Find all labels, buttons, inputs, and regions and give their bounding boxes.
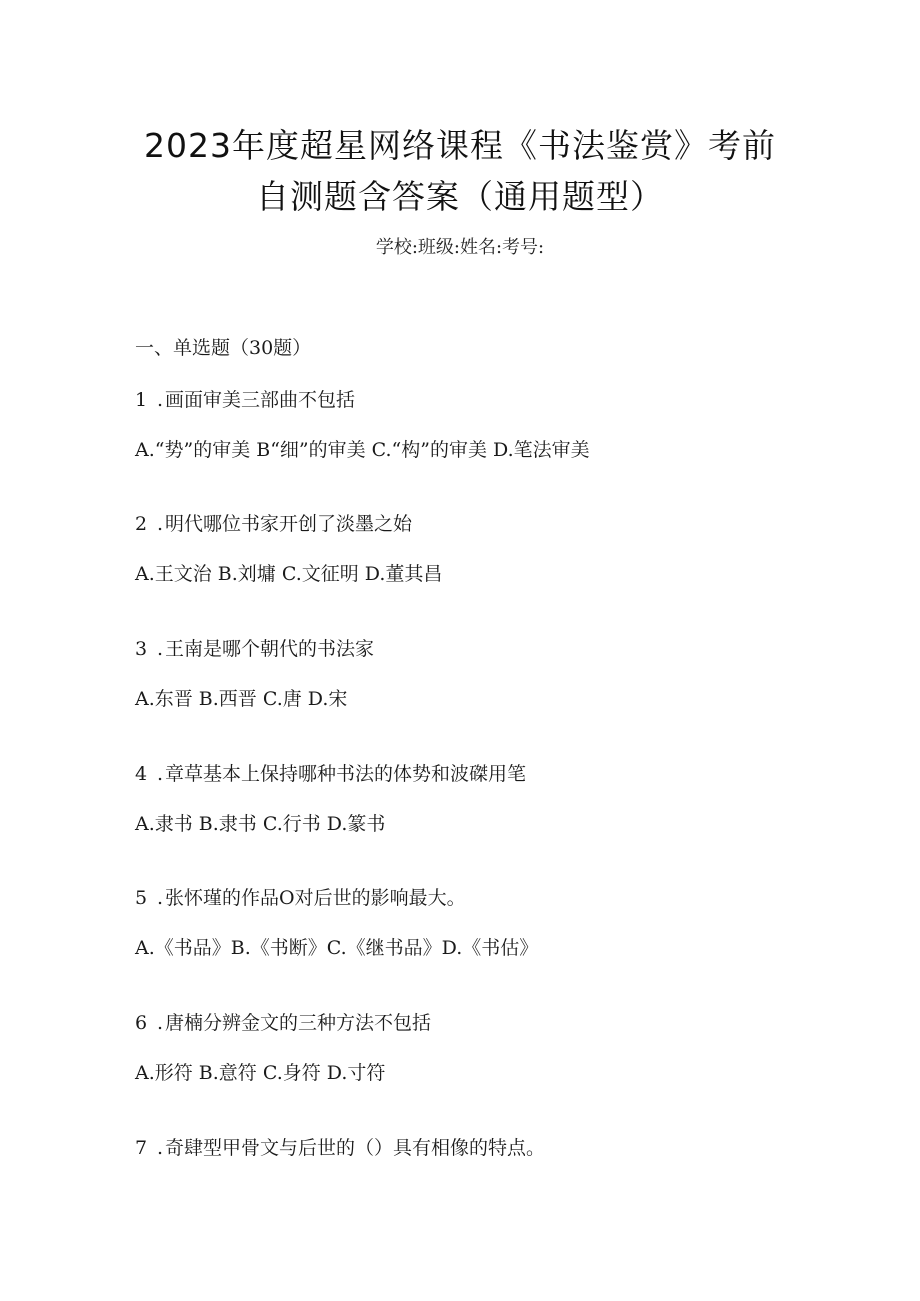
question-text: 唐楠分辨金文的三种方法不包括 <box>165 1012 432 1034</box>
question-separator: . <box>157 1012 164 1034</box>
question-5-options: A.《书品》B.《书断》C.《继书品》D.《书估》 <box>135 937 539 959</box>
question-text: 画面审美三部曲不包括 <box>165 389 356 411</box>
question-separator: . <box>157 887 164 909</box>
question-4-options: A.隶书 B.隶书 C.行书 D.篆书 <box>135 813 386 835</box>
question-number: 5 <box>135 887 148 909</box>
question-number: 4 <box>135 763 148 785</box>
document-title-line-1: 2023年度超星网络课程《书法鉴赏》考前 <box>144 126 776 165</box>
question-separator: . <box>157 389 164 411</box>
question-1 <box>135 385 355 415</box>
question-text: 明代哪位书家开创了淡墨之始 <box>165 513 413 535</box>
question-2-options: A.王文治 B.刘墉 C.文征明 D.董其昌 <box>135 563 443 585</box>
question-4 <box>135 759 526 789</box>
question-number: 3 <box>135 638 148 660</box>
question-separator: . <box>157 513 164 535</box>
document-title-line-2: 自测题含答案（通用题型） <box>256 177 664 216</box>
question-number: 7 <box>135 1137 148 1159</box>
question-number: 2 <box>135 513 148 535</box>
question-text: 奇肆型甲骨文与后世的（）具有相像的特点。 <box>165 1137 546 1159</box>
question-separator: . <box>157 1137 164 1159</box>
question-text: 章草基本上保持哪种书法的体势和波磔用笔 <box>165 763 527 785</box>
question-3 <box>135 634 374 664</box>
question-text: 王南是哪个朝代的书法家 <box>165 638 375 660</box>
question-1-options: A.“势”的审美 B“细”的审美 C.“构”的审美 D.笔法审美 <box>135 439 590 461</box>
section-heading: 一、单选题（30题） <box>135 337 312 359</box>
question-6 <box>135 1008 431 1038</box>
student-info-line: 学校:班级:姓名:考号: <box>375 237 545 258</box>
question-3-options: A.东晋 B.西晋 C.唐 D.宋 <box>135 688 348 710</box>
question-separator: . <box>157 638 164 660</box>
question-2 <box>135 509 412 539</box>
question-separator: . <box>157 763 164 785</box>
question-6-options: A.形符 B.意符 C.身符 D.寸符 <box>135 1062 386 1084</box>
question-number: 6 <box>135 1012 148 1034</box>
question-text: 张怀瑾的作品O对后世的影响最大。 <box>165 887 466 909</box>
question-7 <box>135 1133 545 1163</box>
question-5 <box>135 883 466 913</box>
question-number: 1 <box>135 389 148 411</box>
